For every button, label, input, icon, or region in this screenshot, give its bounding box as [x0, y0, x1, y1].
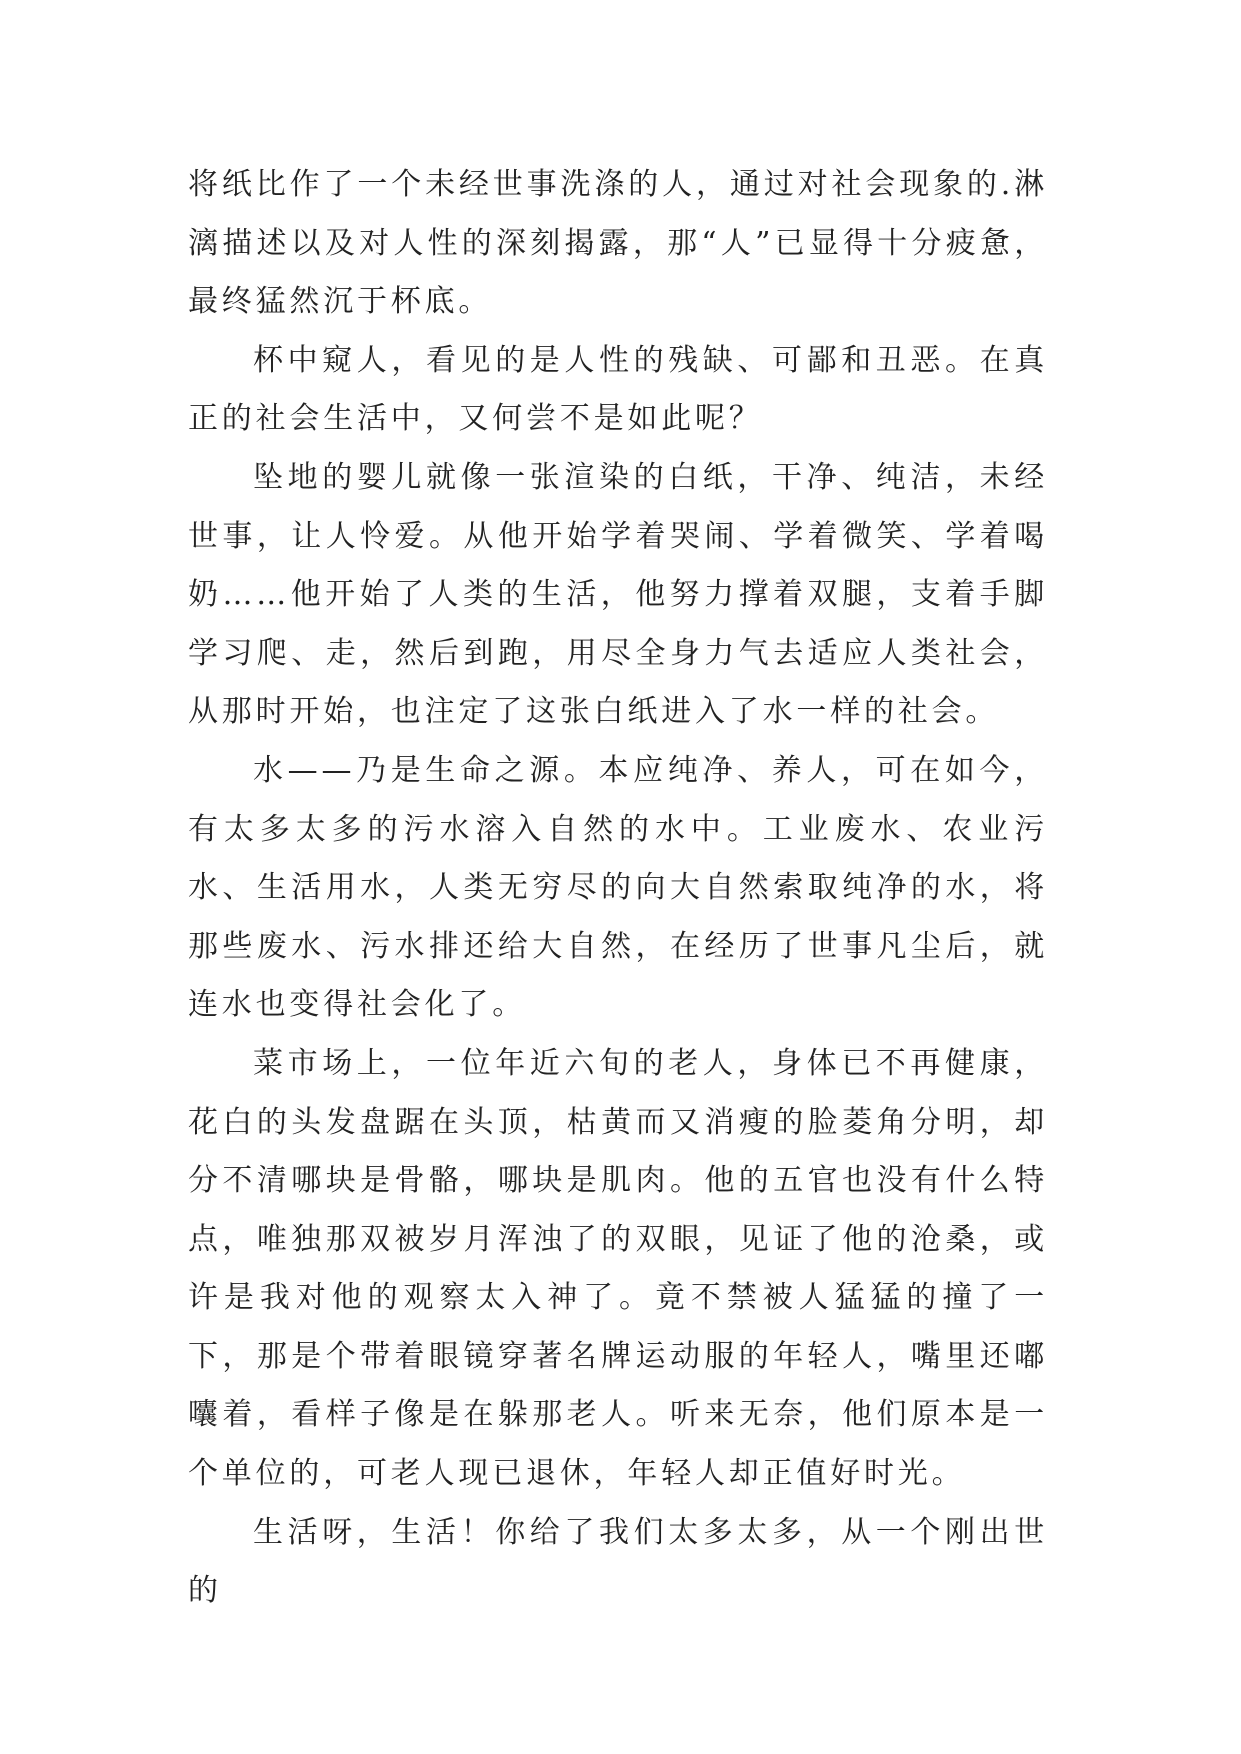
paragraph-1: 将纸比作了一个未经世事洗涤的人，通过对社会现象的.淋漓描述以及对人性的深刻揭露，那“人”已显得十分疲惫，最终猛然沉于杯底。	[188, 167, 1048, 320]
paragraph-4: 水——乃是生命之源。本应纯净、养人，可在如今，有太多太多的污水溶入自然的水中。工业废水、农业污水、生活用水，人类无穷尽的向大自然索取纯净的水，将那些废水、污水排还给大自然，在经历了世事凡尘后，就连水也变得社会化了。	[188, 752, 1048, 1023]
paragraph-2: 杯中窥人，看见的是人性的残缺、可鄙和丑恶。在真正的社会生活中，又何尝不是如此呢？	[188, 342, 1048, 437]
paragraph-6: 生活呀，生活！你给了我们太多太多，从一个刚出世的	[188, 1514, 1048, 1609]
paragraph-3: 坠地的婴儿就像一张渲染的白纸，干净、纯洁，未经世事，让人怜爱。从他开始学着哭闹、学着微笑、学着喝奶……他开始了人类的生活，他努力撑着双腿，支着手脚学习爬、走，然后到跑，用尽全身力气去适应人类社会，从那时开始，也注定了这张白纸进入了水一样的社会。	[188, 459, 1048, 730]
body-text	[188, 156, 1048, 1621]
paragraph-5: 菜市场上，一位年近六旬的老人，身体已不再健康，花白的头发盘踞在头顶，枯黄而又消瘦的脸菱角分明，却分不清哪块是骨骼，哪块是肌肉。他的五官也没有什么特点，唯独那双被岁月浑浊了的双眼，见证了他的沧桑，或许是我对他的观察太入神了。竟不禁被人猛猛的撞了一下，那是个带着眼镜穿著名牌运动服的年轻人，嘴里还嘟囔着，看样子像是在躲那老人。听来无奈，他们原本是一个单位的，可老人现已退休，年轻人却正值好时光。	[188, 1045, 1048, 1492]
